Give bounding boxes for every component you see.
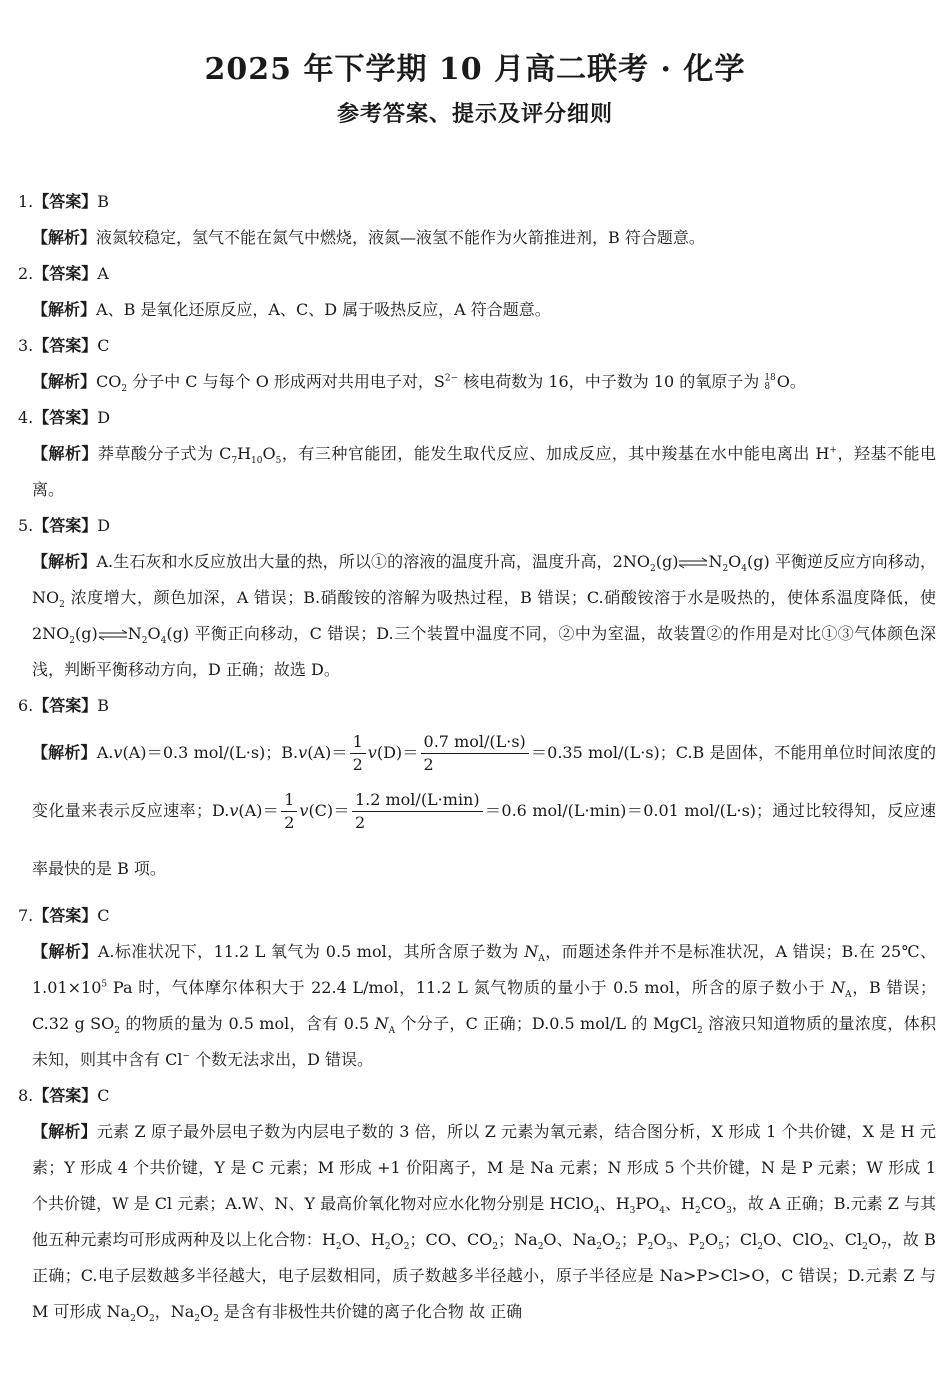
analysis-3: 【解析】$CO_2$ 分子中 C 与每个 O 形成两对共用电子对，$S^{2-}$ 核电荷数为 16，中子数为 10 的氧原子为 18 8 O。 — [32, 372, 806, 395]
analysis-8: 【解析】元素 Z 原子最外层电子数为内层电子数的 3 倍，所以 Z 元素为氧元素，结合图分析，X 形成 1 个共价键，X 是 H 元素；Y 形成 4 个共价键，Y 是 C 元素；M 形成 +1 价阳离子，M 是 Na 元素；N 形成 5 个共价键，N 是 P 元素；W 形成 1 个共价键，W 是 Cl 元素；A.W、N、Y 最高价氧化物对应水化物分别是 HClO$_4$、$H_3PO_4$、$H_2CO_3$，故 A 正确；B.元素 Z 与其他五种元素均可形成两种及以上化合物：$H_2O$、$H_2O_2$；CO、$CO_2$；$Na_2O$、$Na_2O_2$；$P_2O_3$、$P_2O_5$；$Cl_2O$、ClO$_2$、$Cl_2O_7$，故 B 正确；C.电子层数越多半径越大，电子层数相同，质子数越多半径越小，原子半径应是 Na>P>Cl>O，C 错误；D.元素 Z 与 M 可形成 $Na_2O_2$，$Na_2O_2$ 是含有非极性共价键的离子化合物 故 正确 — [32, 1122, 936, 1325]
answer-5: 5.【答案】D — [18, 516, 111, 535]
equilibrium-arrow-icon — [98, 629, 128, 641]
analysis-7: 【解析】A.标准状况下，11.2 L 氧气为 0.5 mol，其所含原子数为 $N_A$，而题述条件并不是标准状况，A 错误；B.在 25℃、$1.01\times 10^5$ Pa 时，气体摩尔体积大于 22.4 L/mol，11.2 L 氮气物质的量小于 0.5 mol，所含的原子数小于 $N_A$，B 错误；C.32 g $SO_2$ 的物质的量为 0.5 mol，含有 0.5 $N_A$ 个分子，C 正确；D.0.5 mol/L 的 MgCl$_2$ 溶液只知道物质的量浓度，体积未知，则其中含有 Cl− 个数无法求出，D 错误。 — [32, 942, 936, 1069]
answer-3: 3.【答案】C — [18, 336, 110, 355]
answer-list — [18, 184, 936, 1330]
analysis-1: 【解析】液氮较稳定，氢气不能在氮气中燃烧，液氮—液氢不能作为火箭推进剂，B 符合题意。 — [32, 228, 705, 247]
answer-6: 6.【答案】B — [18, 696, 110, 715]
analysis-4: 【解析】莽草酸分子式为 $C_7H_{10}O_5$，有三种官能团，能发生取代反应、加成反应，其中羧基在水中能电离出 H+，羟基不能电离。 — [32, 444, 936, 499]
equilibrium-arrow-icon — [678, 557, 708, 569]
answer-1: 1.【答案】B — [18, 192, 110, 211]
answer-7: 7.【答案】C — [18, 906, 110, 925]
page-title: 2025 年下学期 10 月高二联考 · 化学 — [204, 52, 746, 87]
answer-8: 8.【答案】C — [18, 1086, 110, 1105]
analysis-6: 【解析】A.v(A)＝0.3 mol/(L·s)；B.v(A)＝ $\frac{1}{2}$ v(D)＝ $\frac{\text{0.7 mol/(L·s)}}{2}$ ＝0.35 mol/(L·s)；C.B 是固体，不能用单位时间浓度的变化量来表示反应速率；D.v(A)＝ $\frac{1}{2}$ v(C)＝ $\frac{\text{1.2 mol/(L·min)}}{2}$ ＝0.6 mol/(L·min)＝0.01 mol/(L·s)；通过比较得知，反应速率最快的是 B 项。 — [32, 732, 936, 878]
answer-4: 4.【答案】D — [18, 408, 111, 427]
page-subtitle: 参考答案、提示及评分细则 — [336, 101, 613, 127]
analysis-5: 【解析】A.生石灰和水反应放出大量的热，所以①的溶液的温度升高，温度升高，$2NO_2(g)$ $N_2O_4(g)$ 平衡逆反应方向移动，$NO_2$ 浓度增大，颜色加深，A 错误；B.硝酸铵的溶解为吸热过程，B 错误；C.硝酸铵溶于水是吸热的，使体系温度降低，使 $2NO_2(g)$ $N_2O_4(g)$ 平衡正向移动，C 错误；D.三个装置中温度不同，②中为室温，故装置②的作用是对比①③气体颜色深浅，判断平衡移动方向，D 正确；故选 D。 — [32, 552, 936, 679]
analysis-2: 【解析】A、B 是氧化还原反应，A、C、D 属于吸热反应，A 符合题意。 — [32, 300, 551, 319]
answer-2: 2.【答案】A — [18, 264, 109, 283]
